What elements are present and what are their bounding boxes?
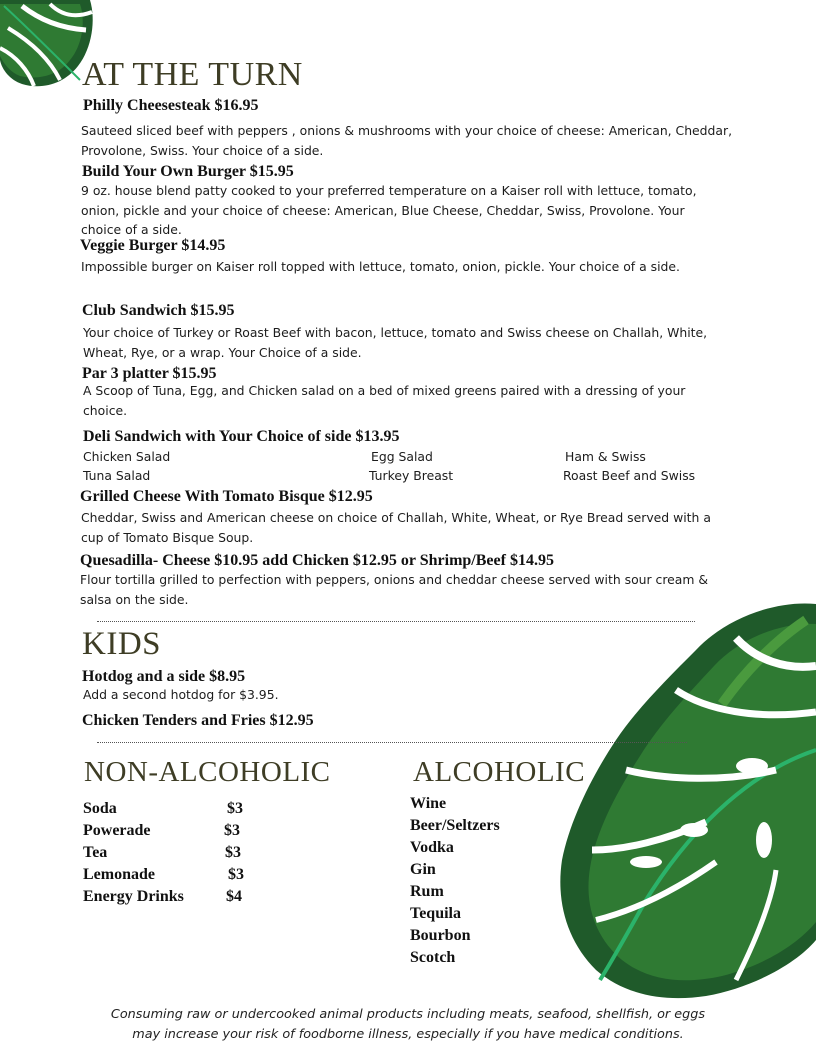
divider	[97, 621, 695, 622]
drink-name: Soda	[83, 800, 117, 817]
item-description: Flour tortilla grilled to perfection with peppers, onions and cheddar cheese served with sour cream & salsa on the side.	[80, 572, 709, 607]
item-name: Veggie Burger $14.95	[80, 237, 226, 254]
drink-price: $4	[226, 888, 242, 905]
deli-option: Tuna Salad	[83, 468, 151, 483]
deli-option: Egg Salad	[371, 449, 433, 464]
drink-name: Tea	[83, 844, 108, 861]
drink-name: Gin	[410, 861, 436, 878]
drink-name: Wine	[410, 795, 447, 812]
drink-price: $3	[224, 822, 240, 839]
deli-option: Turkey Breast	[369, 468, 454, 483]
drink-name: Tequila	[410, 905, 461, 922]
drink-price: $3	[228, 866, 244, 883]
footer-line: may increase your risk of foodborne illness, especially if you have medical conditions.	[132, 1027, 684, 1042]
drink-name: Energy Drinks	[83, 888, 184, 905]
item-name: Grilled Cheese With Tomato Bisque $12.95	[80, 488, 373, 505]
item-description: Cheddar, Swiss and American cheese on choice of Challah, White, Wheat, or Rye Bread served with a cup of Tomato Bisque Soup.	[81, 510, 711, 545]
section-title-at-the-turn: AT THE TURN	[82, 56, 303, 93]
monstera-leaf-right-icon	[556, 600, 816, 1000]
drink-name: Beer/Seltzers	[410, 817, 500, 834]
footer-line: Consuming raw or undercooked animal products including meats, seafood, shellfish, or eggs	[110, 1007, 706, 1022]
item-name: Philly Cheesesteak $16.95	[83, 97, 259, 114]
footer-disclaimer	[0, 1005, 816, 1045]
item-name: Club Sandwich $15.95	[82, 302, 235, 319]
drink-name: Scotch	[410, 949, 456, 966]
item-description: 9 oz. house blend patty cooked to your preferred temperature on a Kaiser roll with lettuce, tomato, onion, pickle and your choice of cheese: American, Blue Cheese, Cheddar, Swiss, Provolone. Your choice of a side.	[81, 183, 697, 237]
item-description: Your choice of Turkey or Roast Beef with bacon, lettuce, tomato and Swiss cheese on Challah, White, Wheat, Rye, or a wrap. Your Choice of a side.	[83, 325, 708, 360]
divider	[97, 742, 687, 743]
item-description: Sauteed sliced beef with peppers , onions & mushrooms with your choice of cheese: American, Cheddar, Provolone, Swiss. Your choice of a side.	[81, 123, 733, 158]
item-description: A Scoop of Tuna, Egg, and Chicken salad on a bed of mixed greens paired with a dressing of your choice.	[83, 383, 686, 418]
drink-price: $3	[225, 844, 241, 861]
deli-option: Chicken Salad	[83, 449, 171, 464]
item-name: Build Your Own Burger $15.95	[82, 163, 294, 180]
item-description: Impossible burger on Kaiser roll topped with lettuce, tomato, onion, pickle. Your choice of a side.	[81, 259, 680, 274]
drink-name: Lemonade	[83, 866, 155, 883]
deli-option: Ham & Swiss	[565, 449, 646, 464]
drink-name: Bourbon	[410, 927, 471, 944]
item-name: Quesadilla- Cheese $10.95 add Chicken $12.95 or Shrimp/Beef $14.95	[80, 552, 554, 569]
item-description: Add a second hotdog for $3.95.	[83, 687, 279, 702]
drink-name: Powerade	[83, 822, 151, 839]
drink-name: Rum	[410, 883, 444, 900]
section-title-non-alcoholic: NON-ALCOHOLIC	[84, 756, 331, 788]
deli-option: Roast Beef and Swiss	[563, 468, 696, 483]
item-name: Par 3 platter $15.95	[82, 365, 217, 382]
drink-name: Vodka	[410, 839, 454, 856]
item-name: Chicken Tenders and Fries $12.95	[82, 712, 314, 729]
section-title-alcoholic: ALCOHOLIC	[413, 756, 586, 788]
item-name: Deli Sandwich with Your Choice of side $13.95	[83, 428, 400, 445]
section-title-kids: KIDS	[82, 626, 162, 662]
item-name: Hotdog and a side $8.95	[82, 668, 246, 685]
drink-price: $3	[227, 800, 243, 817]
